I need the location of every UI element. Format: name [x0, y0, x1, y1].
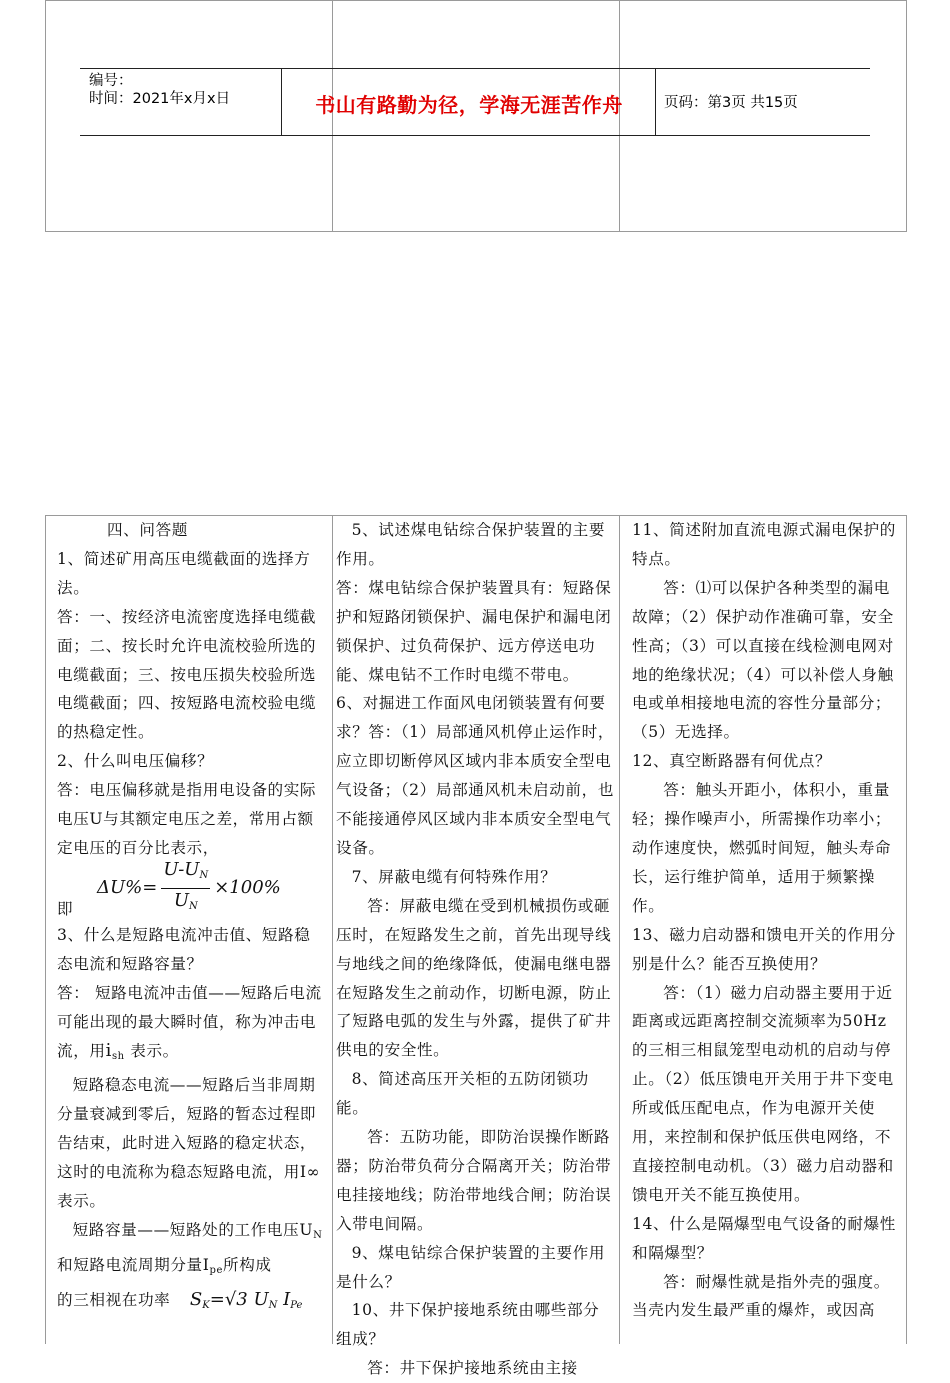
section-title: 四、问答题 [107, 521, 188, 539]
question-8: 8、简述高压开关柜的五防闭锁功能。 [336, 1070, 589, 1118]
formula-tail: ×100% [214, 877, 281, 899]
answer-3-power [57, 1286, 324, 1321]
answer-13: 答：（1）磁力启动器主要用于近距离或远距离控制交流频率为50Hz的三相三相鼠笼型电动机的启动与停止。（2）低压馈电开关用于井下变电所或低压配电点，作为电源开关使用，来控制和保护低压供电网络，不直接控制电动机。（3）磁力启动器和馈电开关不能互换使用。 [632, 983, 894, 1204]
content-table-border-left [45, 515, 46, 1344]
right-column [632, 516, 898, 1325]
answer-12: 答：触头开距小，体积小，重量轻；操作噪声小，所需操作功率小；动作速度快，燃弧时间短，触头寿命长，运行维护简单，适用于频繁操作。 [632, 781, 892, 915]
content-table-divider-2 [619, 515, 620, 1344]
answer-2: 答：电压偏移就是指用电设备的实际电压U与其额定电压之差，常用占额定电压的百分比表示， [57, 781, 317, 857]
answer-14: 答：耐爆性就是指外壳的强度。当壳内发生最严重的爆炸，或因高 [632, 1272, 890, 1320]
answer-3-impulse-text: 答： 短路电流冲击值——短路后电流可能出现的最大瞬时值，称为冲击电流，用 [57, 983, 322, 1060]
content-table-divider-1 [332, 515, 333, 1344]
answer-5: 答：煤电钻综合保护装置具有：短路保护和短路闭锁保护、漏电保护和漏电闭锁保护、过负荷保护、远方停送电功能、煤电钻不工作时电缆不带电。 [336, 578, 612, 684]
formula-denominator [174, 889, 198, 919]
top-table-border-bottom [45, 231, 907, 232]
page-number: 页码：第3页 共15页 [664, 95, 798, 111]
answer-10: 答：井下保护接地系统由主接 [367, 1359, 578, 1378]
capacity-u: U [299, 1220, 314, 1239]
top-table-border-top [45, 0, 907, 1]
numerator-text: U-U [163, 859, 200, 881]
motto-text: 书山有路勤为径，学海无涯苦作舟 [315, 93, 623, 117]
question-14: 14、什么是隔爆型电气设备的耐爆性和隔爆型？ [632, 1214, 896, 1262]
question-9: 9、煤电钻综合保护装置的主要作用是什么？ [336, 1243, 606, 1291]
power-text: 的三相视在功率 [57, 1290, 171, 1309]
document-number-label: 编号： [89, 73, 133, 89]
capacity-text-2: 和短路电流周期分量I [57, 1255, 210, 1274]
answer-3-impulse [57, 979, 324, 1072]
answer-8: 答：五防功能，即防治误操作断路器；防治带负荷分合隔离开关；防治带电挂接地线；防治带地线合闸；防治误入带电间隔。 [336, 1128, 612, 1233]
left-column [57, 516, 324, 1321]
top-table-border-right [906, 0, 907, 231]
formula-fraction [161, 858, 210, 919]
question-1: 1、简述矿用高压电缆截面的选择方法。 [57, 549, 311, 597]
header-divider-left [281, 68, 282, 135]
formula-numerator [161, 858, 210, 889]
numerator-subscript: N [199, 870, 209, 882]
impulse-symbol: i [105, 1039, 112, 1061]
answer-3-impulse-tail: 表示。 [124, 1041, 179, 1060]
sk-subscript-pe: Pe [290, 1299, 303, 1311]
question-12: 12、真空断路器有何优点？ [632, 752, 832, 771]
formula-body [97, 859, 281, 915]
question-10: 10、井下保护接地系统由哪些部分组成？ [336, 1301, 600, 1349]
denominator-subscript: N [189, 901, 198, 913]
question-5: 5、试述煤电钻综合保护装置的主要作用。 [336, 521, 606, 568]
impulse-subscript: sh [111, 1050, 125, 1062]
header-rule-bottom [80, 135, 870, 136]
question-2: 2、什么叫电压偏移？ [57, 752, 214, 771]
question-6: 6、对掘进工作面风电闭锁装置有何要求？答：（1）局部通风机停止运作时，应立即切断停风区域内非本质安全型电气设备；（2）局部通风机未启动前，也不能接通停风区域内非本质安全型电气设备。 [336, 694, 615, 857]
sk-current: I [277, 1288, 291, 1310]
sk-symbol: S [189, 1288, 203, 1310]
middle-column [336, 516, 614, 1383]
capacity-u-sub: N [313, 1229, 323, 1241]
header-rule-top [80, 68, 870, 69]
voltage-deviation-formula [57, 859, 324, 921]
question-11: 11、简述附加直流电源式漏电保护的特点。 [632, 521, 896, 568]
question-13: 13、磁力启动器和馈电开关的作用分别是什么？能否互换使用？ [632, 925, 896, 973]
answer-1: 答：一、按经济电流密度选择电缆截面；二、按长时允许电流校验所选的电缆截面；三、按电压损失校验所选电缆截面；四、按短路电流校验电缆的热稳定性。 [57, 607, 317, 742]
sk-subscript-n: N [268, 1299, 278, 1311]
short-circuit-capacity-formula [190, 1289, 303, 1310]
sk-rest: =√3 U [209, 1288, 269, 1310]
formula-lhs: ΔU%= [97, 877, 158, 899]
capacity-text-1: 短路容量——短路处的工作电压 [72, 1220, 300, 1239]
answer-3-capacity [57, 1216, 324, 1286]
document-date: 时间：2021年x月x日 [89, 91, 231, 107]
top-table-border-left [45, 0, 46, 231]
sk-subscript: K [202, 1299, 210, 1311]
header-divider-right [655, 68, 656, 135]
question-3: 3、什么是短路电流冲击值、短路稳态电流和短路容量？ [57, 925, 311, 973]
answer-7: 答：屏蔽电缆在受到机械损伤或砸压时，在短路发生之前，首先出现导线与地线之间的绝缘降低，使漏电继电器在短路发生之前动作，切断电源，防止了短路电弧的发生与外露，提供了矿井供电的安全性。 [336, 896, 612, 1060]
denominator-text: U [173, 890, 189, 912]
capacity-i-sub: pe [209, 1264, 224, 1276]
answer-11: 答：⑴可以保护各种类型的漏电故障；（2）保护动作准确可靠，安全性高；（3）可以直接在线检测电网对地的绝缘状况；（4）可以补偿人身触电或单相接地电流的容性分量部分；（5）无选择。 [632, 578, 894, 742]
capacity-text-3: 所构成 [223, 1255, 272, 1274]
answer-3-steady: 短路稳态电流——短路后当非周期分量衰减到零后，短路的暂态过程即告结束，此时进入短路的稳定状态，这时的电流称为稳态短路电流，用I∞表示。 [57, 1076, 321, 1211]
content-table-border-right [906, 515, 907, 1344]
formula-prefix: 即 [57, 899, 74, 918]
question-7: 7、屏蔽电缆有何特殊作用？ [351, 867, 557, 886]
